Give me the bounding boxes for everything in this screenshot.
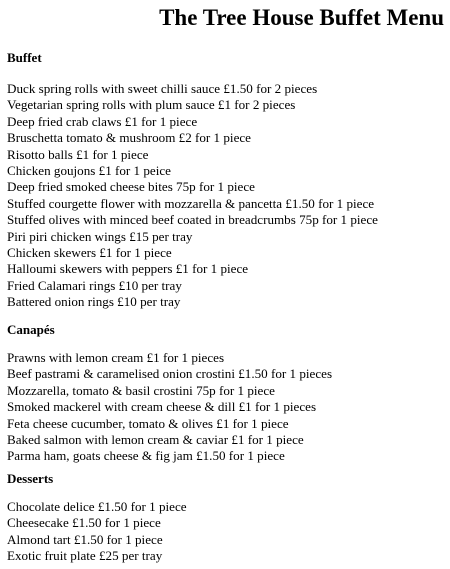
page-title: The Tree House Buffet Menu — [159, 5, 444, 30]
list-item: Stuffed olives with minced beef coated in breadcrumbs 75p for 1 piece — [7, 212, 378, 228]
desserts-item-list — [7, 499, 447, 565]
list-item: Deep fried crab claws £1 for 1 piece — [7, 113, 198, 129]
list-item: Battered onion rings £10 per tray — [7, 294, 181, 310]
list-item: Stuffed courgette flower with mozzarella & pancetta £1.50 for 1 piece — [7, 195, 375, 211]
list-item: Chocolate delice £1.50 for 1 piece — [7, 499, 187, 514]
section-desserts — [7, 471, 447, 565]
section-canapes — [7, 322, 447, 465]
list-item: Deep fried smoked cheese bites 75p for 1 piece — [7, 179, 255, 195]
list-item: Halloumi skewers with peppers £1 for 1 piece — [7, 261, 249, 277]
list-item: Feta cheese cucumber, tomato & olives £1 for 1 piece — [7, 415, 289, 431]
list-item: Mozzarella, tomato & basil crostini 75p for 1 piece — [7, 382, 275, 398]
list-item: Baked salmon with lemon cream & caviar £1 for 1 piece — [7, 431, 304, 447]
list-item: Beef pastrami & caramelised onion crostini £1.50 for 1 pieces — [7, 366, 333, 382]
list-item: Fried Calamari rings £10 per tray — [7, 277, 182, 293]
list-item: Risotto balls £1 for 1 piece — [7, 146, 149, 162]
list-item: Smoked mackerel with cream cheese & dill £1 for 1 pieces — [7, 399, 317, 415]
list-item: Bruschetta tomato & mushroom £2 for 1 piece — [7, 130, 251, 146]
list-item: Prawns with lemon cream £1 for 1 pieces — [7, 350, 225, 365]
list-item: Chicken goujons £1 for 1 peice — [7, 162, 171, 178]
list-item: Piri piri chicken wings £15 per tray — [7, 228, 193, 244]
section-buffet — [7, 50, 447, 310]
section-heading-buffet: Buffet — [7, 50, 42, 65]
section-heading-desserts: Desserts — [7, 471, 54, 486]
section-heading-canapes: Canapés — [7, 322, 55, 337]
list-item: Cheesecake £1.50 for 1 piece — [7, 515, 161, 531]
list-item: Almond tart £1.50 for 1 piece — [7, 531, 163, 547]
list-item: Chicken skewers £1 for 1 piece — [7, 244, 172, 260]
list-item: Duck spring rolls with sweet chilli sauce £1.50 for 2 pieces — [7, 81, 318, 96]
list-item: Parma ham, goats cheese & fig jam £1.50 for 1 piece — [7, 448, 285, 464]
canapes-item-list — [7, 350, 447, 465]
list-item: Vegetarian spring rolls with plum sauce £1 for 2 pieces — [7, 97, 296, 113]
list-item: Exotic fruit plate £25 per tray — [7, 548, 163, 564]
buffet-item-list — [7, 81, 447, 310]
